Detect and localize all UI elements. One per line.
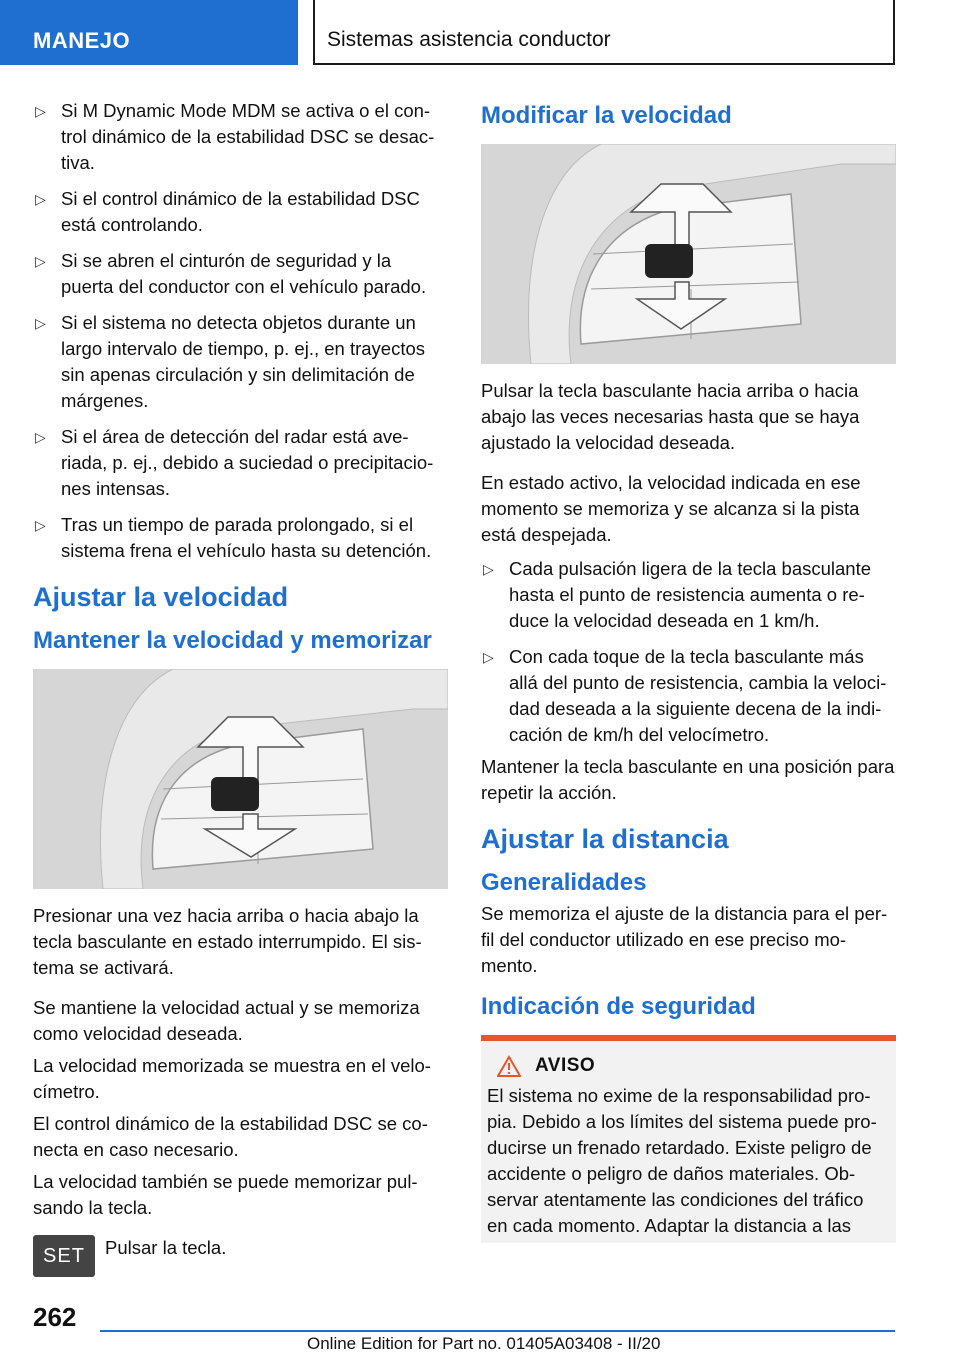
paragraph: Se mantiene la velocidad actual y se memoriza como velocidad deseada.: [33, 997, 420, 1044]
triangle-bullet-icon: ▷: [35, 429, 46, 445]
warning-label: AVISO: [535, 1055, 596, 1076]
subheading-general: Generalidades: [481, 869, 647, 896]
list-item: ▷ Tras un tiempo de parada prolongado, si el sistema frena el vehículo hasta su detención.: [35, 514, 432, 561]
section-heading-adjust-speed: Ajustar la velocidad: [33, 582, 289, 612]
list-item: ▷ Si se abren el cinturón de seguridad y la puerta del conductor con el vehículo parado.: [35, 250, 427, 297]
triangle-bullet-icon: ▷: [483, 561, 494, 577]
list-item: ▷ Con cada toque de la tecla basculante más allá del punto de resistencia, cambia la veloci-dad deseada a la siguiente decena de la indi-cación de km/h del velocímetro.: [483, 646, 887, 745]
section-heading-adjust-distance: Ajustar la distancia: [481, 824, 729, 854]
right-column: [481, 98, 896, 1243]
paragraph: El control dinámico de la estabilidad DSC se co-necta en caso necesario.: [33, 1113, 428, 1160]
list-item: ▷ Si el control dinámico de la estabilidad DSC está controlando.: [35, 188, 420, 235]
list-item: ▷ Cada pulsación ligera de la tecla basculante hasta el punto de resistencia aumenta o re-duce la velocidad deseada en 1 km/h.: [483, 558, 872, 631]
paragraph: Mantener la tecla basculante en una posición para repetir la acción.: [481, 756, 895, 803]
footer-edition: Online Edition for Part no. 01405A03408 - II/20: [307, 1334, 661, 1353]
warning-triangle-icon: [497, 1055, 521, 1077]
triangle-bullet-icon: ▷: [35, 517, 46, 533]
rocker-switch-icon: [33, 669, 448, 889]
paragraph: Presionar una vez hacia arriba o hacia abajo la tecla basculante en estado interrumpido. El sis-tema se activará.: [33, 905, 422, 978]
left-column: [33, 98, 448, 1287]
triangle-bullet-icon: ▷: [483, 649, 494, 665]
triangle-bullet-icon: ▷: [35, 315, 46, 331]
paragraph: La velocidad también se puede memorizar pul-sando la tecla.: [33, 1171, 418, 1218]
subheading-modify-speed: Modificar la velocidad: [481, 102, 732, 129]
list-item: ▷ Si el área de detección del radar está ave-riada, p. ej., debido a suciedad o precipitacio-nes intensas.: [35, 426, 434, 499]
warning-title: [497, 1055, 884, 1077]
page-number: 262: [33, 1302, 77, 1332]
paragraph: La velocidad memorizada se muestra en el velo-címetro.: [33, 1055, 431, 1102]
paragraph: Pulsar la tecla basculante hacia arriba o hacia abajo las veces necesarias hasta que se haya ajustado la velocidad deseada.: [481, 380, 860, 453]
paragraph: En estado activo, la velocidad indicada en ese momento se memoriza y se alcanza si la pista está despejada.: [481, 472, 861, 545]
subheading-keep-speed: Mantener la velocidad y memorizar: [33, 627, 432, 654]
set-key-icon: SET: [33, 1235, 95, 1277]
set-key-row: [33, 1235, 448, 1287]
warning-text: El sistema no exime de la responsabilidad pro-pia. Debido a los límites del sistema puede pro-ducirse un frenado retardado. Existe peligro de accidente o peligro de daños materiales. Ob-servar atentamente las condiciones del tráfico en cada momento. Adaptar la distancia a las: [487, 1085, 877, 1236]
right-bullet-list: [481, 556, 896, 748]
triangle-bullet-icon: ▷: [35, 191, 46, 207]
header-chapter-label: Sistemas asistencia conductor: [327, 28, 611, 51]
paragraph: Se memoriza el ajuste de la distancia para el per-fil del conductor utilizado en ese preciso mo-mento.: [481, 903, 888, 976]
header-chapter-box: [313, 0, 895, 65]
triangle-bullet-icon: ▷: [35, 103, 46, 119]
triangle-bullet-icon: ▷: [35, 253, 46, 269]
header-section-tab: [0, 0, 298, 65]
set-key-instruction: Pulsar la tecla.: [105, 1237, 227, 1258]
subheading-safety: Indicación de seguridad: [481, 993, 756, 1020]
list-item: ▷ Si el sistema no detecta objetos durante un largo intervalo de tiempo, p. ej., en trayectos sin apenas circulación y sin delimitación de márgenes.: [35, 312, 426, 411]
footer-divider: [100, 1330, 895, 1332]
steering-wheel-rocker-illustration-2: [481, 144, 896, 364]
rocker-switch-icon: [481, 144, 896, 364]
left-bullet-list: [33, 98, 448, 564]
header-section-label: MANEJO: [33, 28, 131, 53]
steering-wheel-rocker-illustration: [33, 669, 448, 889]
warning-box: [481, 1035, 896, 1243]
list-item: ▷ Si M Dynamic Mode MDM se activa o el con-trol dinámico de la estabilidad DSC se desac-tiva.: [35, 100, 435, 173]
